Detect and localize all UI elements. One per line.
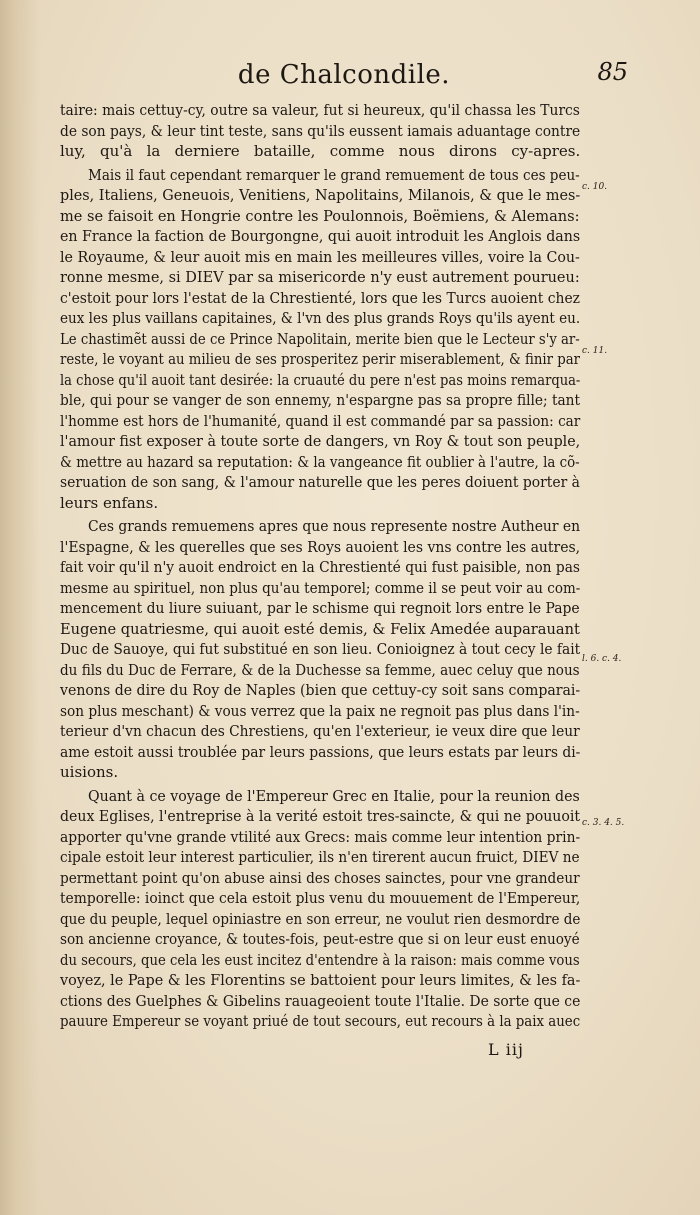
text-line: Quant à ce voyage de l'Empereur Grec en Italie, pour la reunion des — [88, 786, 580, 805]
text-line: mencement du liure suiuant, par le schisme qui regnoit lors entre le Pape — [60, 599, 580, 617]
text-line: ronne mesme, si DIEV par sa misericorde n'y eust autrement pourueu: — [60, 268, 580, 286]
text-line: terieur d'vn chacun des Chrestiens, qu'en l'exterieur, ie veux dire que leur — [60, 722, 580, 740]
text-line: Le chastimẽt aussi de ce Prince Napolitain, merite bien que le Lecteur s'y ar- — [60, 329, 580, 348]
text-line: eux les plus vaillans capitaines, & l'vn des plus grands Roys qu'ils ayent eu. — [60, 309, 581, 327]
text-line: seruation de son sang, & l'amour naturelle que les peres doiuent porter à — [60, 473, 580, 491]
paragraph — [60, 516, 580, 783]
text-line: son ancienne croyance, & toutes-fois, peut-estre que si on leur eust enuoyé — [60, 930, 580, 948]
text-line: ples, Italiens, Geneuois, Venitiens, Napolitains, Milanois, & que le mes- — [60, 186, 581, 204]
text-line: que du peuple, lequel opiniastre en son erreur, ne voulut rien desmordre de — [60, 909, 581, 928]
text-line: de son pays, & leur tint teste, sans qu'ils eussent iamais aduantage contre — [60, 121, 581, 140]
page-number: 85 — [597, 58, 628, 86]
margin-note: c. 3. 4. 5. — [582, 818, 625, 828]
text-line: Ces grands remuemens apres que nous represente nostre Autheur en — [88, 517, 581, 535]
text-line: ame estoit aussi troublée par leurs passions, que leurs estats par leurs di- — [60, 742, 581, 761]
text-line: pauure Empereur se voyant priué de tout secours, eut recours à la paix auec — [60, 1012, 581, 1030]
text-line: la chose qu'il auoit tant desirée: la cruauté du pere n'est pas moins remarqua- — [60, 370, 581, 389]
text-line: ctions des Guelphes & Gibelins rauageoient toute l'Italie. De sorte que ce — [60, 991, 581, 1010]
text-line: son plus meschant) & vous verrez que la paix ne regnoit pas plus dans l'in- — [60, 701, 580, 720]
text-line: & mettre au hazard sa reputation: & la vangeance fit oublier à l'autre, la cõ- — [60, 452, 580, 471]
signature-mark: L iij — [488, 1040, 524, 1059]
text-line: le Royaume, & leur auoit mis en main les meilleures villes, voire la Cou- — [60, 247, 580, 266]
running-title: de Chalcondile. — [237, 60, 451, 90]
margin-note: c. 10. — [582, 182, 608, 192]
text-line: fait voir qu'il n'y auoit endroict en la Chrestienté qui fust paisible, non pas — [60, 558, 580, 576]
text-line: apporter qu'vne grande vtilité aux Grecs: mais comme leur intention prin- — [60, 827, 581, 846]
text-line: Duc de Sauoye, qui fut substitué en son lieu. Conioignez à tout cecy le fait — [60, 640, 581, 658]
paragraph — [60, 165, 580, 514]
text-line: du fils du Duc de Ferrare, & de la Duchesse sa femme, auec celuy que nous — [60, 660, 580, 679]
text-line: cipale estoit leur interest particulier, ils n'en tirerent aucun fruict, DIEV ne — [60, 848, 580, 866]
text-line: taire: mais cettuy-cy, outre sa valeur, fut si heureux, qu'il chassa les Turcs — [60, 101, 580, 119]
text-line: uisions. — [60, 763, 119, 781]
text-line: reste, le voyant au milieu de ses prosperitez perir miserablement, & finir par — [60, 350, 581, 368]
text-line: l'homme est hors de l'humanité, quand il est commandé par sa passion: car — [60, 411, 581, 430]
text-line: mesme au spirituel, non plus qu'au temporel; comme il se peut voir au com- — [60, 578, 581, 597]
margin-note: c. 11. — [582, 346, 608, 356]
page-header — [60, 58, 628, 94]
text-body — [60, 100, 580, 1032]
text-line: me se faisoit en Hongrie contre les Poulonnois, Boëmiens, & Alemans: — [60, 206, 580, 225]
text-line: ble, qui pour se vanger de son ennemy, n'espargne pas sa propre fille; tant — [60, 391, 581, 409]
text-line: voyez, le Pape & les Florentins se battoient pour leurs limites, & les fa- — [60, 971, 581, 989]
margin-note: l. 6. c. 4. — [582, 654, 622, 664]
paragraph — [60, 100, 580, 162]
text-line: deux Eglises, l'entreprise à la verité estoit tres-saincte, & qui ne pouuoit — [60, 807, 581, 825]
text-line: permettant point qu'on abuse ainsi des choses sainctes, pour vne grandeur — [60, 868, 580, 887]
text-line: luy, qu'à la derniere bataille, comme nous dirons cy-apres. — [60, 142, 581, 160]
text-line: du secours, que cela les eust incitez d'entendre à la raison: mais comme vous — [60, 950, 580, 969]
text-line: l'Espagne, & les querelles que ses Roys auoient les vns contre les autres, — [60, 537, 581, 556]
text-line: Mais il faut cependant remarquer le grand remuement de tous ces peu- — [88, 165, 580, 184]
text-line: leurs enfans. — [60, 493, 159, 512]
text-line: temporelle: ioinct que cela estoit plus venu du mouuement de l'Empereur, — [60, 889, 581, 907]
text-line: Eugene quatriesme, qui auoit esté demis, & Felix Amedée auparauant — [60, 619, 580, 638]
paragraph — [60, 786, 580, 1032]
text-line: en France la faction de Bourgongne, qui auoit introduit les Anglois dans — [60, 227, 581, 245]
text-line: c'estoit pour lors l'estat de la Chrestienté, lors que les Turcs auoient chez — [60, 288, 580, 307]
text-line: venons de dire du Roy de Naples (bien que cettuy-cy soit sans comparai- — [60, 681, 581, 699]
page-gutter — [0, 0, 40, 1215]
text-line: l'amour fist exposer à toute sorte de dangers, vn Roy & tout son peuple, — [60, 432, 581, 450]
